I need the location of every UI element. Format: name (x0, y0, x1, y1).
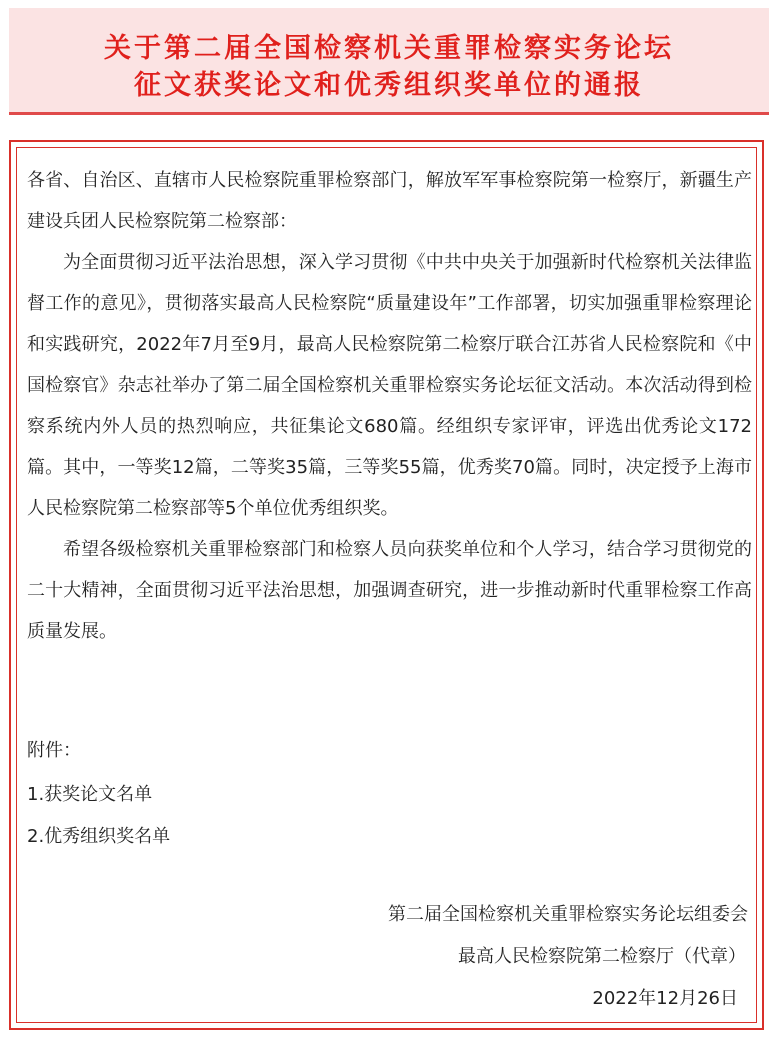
body-paragraph-1: 为全面贯彻习近平法治思想，深入学习贯彻《中共中央关于加强新时代检察机关法律监督工作的意见》，贯彻落实最高人民检察院“质量建设年”工作部署，切实加强重罪检察理论和实践研究，2022年7月至9月，最高人民检察院第二检察厅联合江苏省人民检察院和《中国检察官》杂志社举办了第二届全国检察机关重罪检察实务论坛征文活动。本次活动得到检察系统内外人员的热烈响应，共征集论文680篇。经组织专家评审，评选出优秀论文172篇。其中，一等奖12篇，二等奖35篇，三等奖55篇，优秀奖70篇。同时，决定授予上海市人民检察院第二检察部等5个单位优秀组织奖。 (27, 252, 752, 519)
signature-agency: 最高人民检察院第二检察厅（代章） (458, 946, 746, 967)
signature-organizer: 第二届全国检察机关重罪检察实务论坛组委会 (388, 904, 748, 925)
document-title-line-1: 关于第二届全国检察机关重罪检察实务论坛 (104, 33, 674, 64)
document-body (27, 160, 752, 652)
attachments-title: 附件： (27, 740, 81, 761)
signature-date: 2022年12月26日 (592, 988, 738, 1009)
attachment-item-2: 2.优秀组织奖名单 (27, 826, 171, 847)
salutation: 各省、自治区、直辖市人民检察院重罪检察部门，解放军军事检察院第一检察厅，新疆生产建设兵团人民检察院第二检察部： (27, 170, 752, 232)
body-paragraph-2: 希望各级检察机关重罪检察部门和检察人员向获奖单位和个人学习，结合学习贯彻党的二十大精神，全面贯彻习近平法治思想，加强调查研究，进一步推动新时代重罪检察工作高质量发展。 (27, 539, 752, 642)
document-title-line-2: 征文获奖论文和优秀组织奖单位的通报 (134, 70, 644, 101)
header-banner (9, 8, 769, 115)
attachment-item-1: 1.获奖论文名单 (27, 784, 153, 805)
